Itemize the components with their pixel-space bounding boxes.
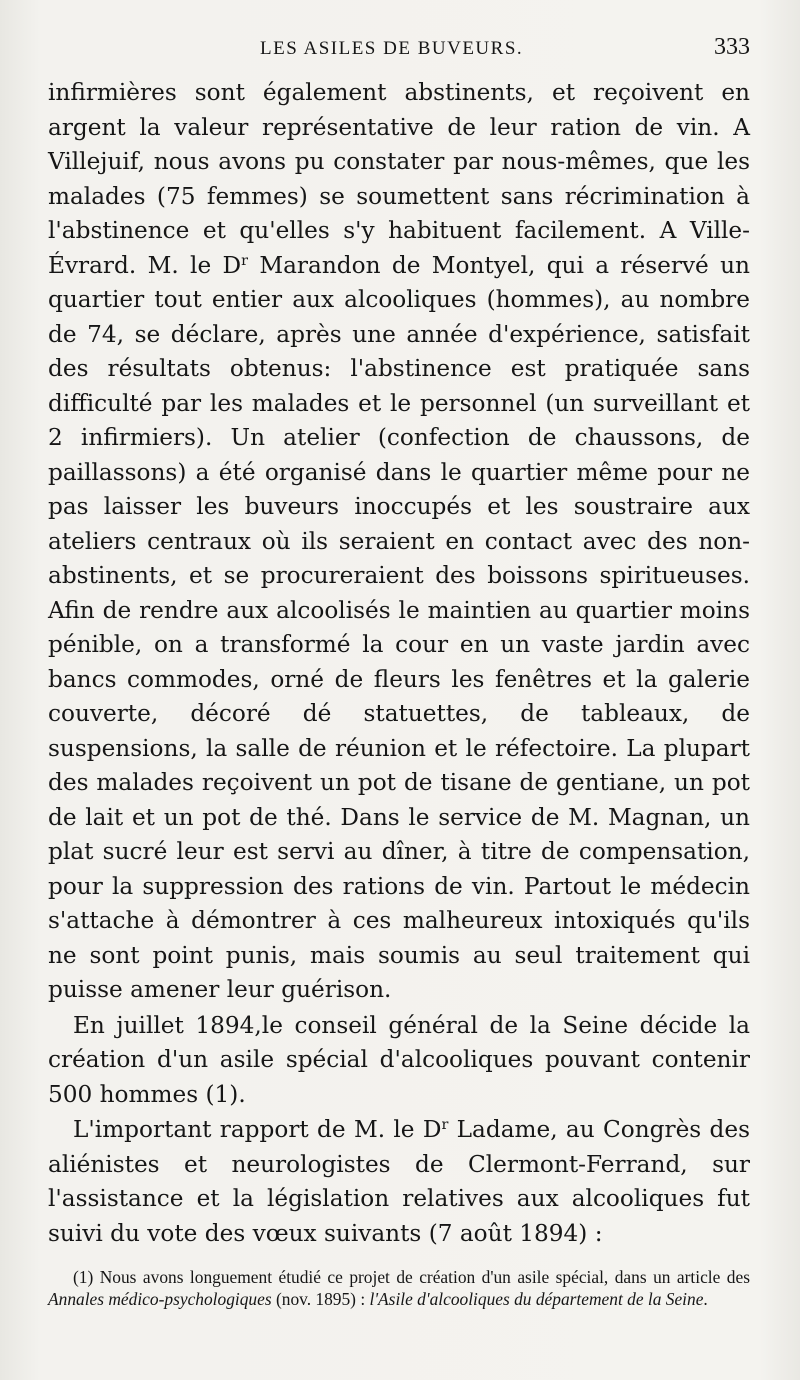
- body-text: [48, 76, 750, 1251]
- running-title: LES ASILES DE BUVEURS.: [260, 38, 524, 59]
- footnote-article-title: l'Asile d'alcooliques du département de la Seine: [369, 1289, 704, 1309]
- paragraph-3-part-a: L'important rapport de M. le D: [73, 1116, 442, 1143]
- doctor-abbrev-sup: r: [241, 252, 249, 269]
- paragraph-3-part-b: Ladame, au Congrès des aliénistes et neurologistes de Clermont-Ferrand, sur l'assistance et la législation relatives aux alcooliques fut suivi du vote des vœux suivants (7 août 1894) :: [48, 1116, 750, 1247]
- page-number: 333: [714, 34, 750, 60]
- paragraph-1: [48, 76, 750, 1008]
- page-header: [48, 34, 750, 66]
- footnote-1-part-b: (nov. 1895) :: [271, 1289, 370, 1309]
- doctor-abbrev-sup: r: [441, 1117, 449, 1134]
- paragraph-1-part-a: infirmières sont également abstinents, et reçoivent en argent la valeur représentative de leur ration de vin. A Villejuif, nous avons pu constater par nous-mêmes, que les malades (75 femmes) se soumettent sans récrimination à l'abstinence et qu'elles s'y habituent facilement. A Ville-Évrard. M. le D: [48, 79, 750, 279]
- footnote-1: [48, 1266, 750, 1310]
- footnote-journal-title: Annales médico-psychologiques: [48, 1289, 272, 1309]
- footnotes: [48, 1266, 750, 1310]
- paragraph-3: [48, 1113, 750, 1251]
- footnote-1-part-a: (1) Nous avons longuement étudié ce projet de création d'un asile spécial, dans un article des: [73, 1267, 750, 1287]
- footnote-1-part-c: .: [703, 1289, 708, 1309]
- paragraph-1-part-b: Marandon de Montyel, qui a réservé un quartier tout entier aux alcooliques (hommes), au nombre de 74, se déclare, après une année d'expérience, satisfait des résultats obtenus: l'abstinence est pratiquée sans difficulté par les malades et le personnel (un surveillant et 2 infirmiers). Un atelier (confection de chaussons, de paillassons) a été organisé dans le quartier même pour ne pas laisser les buveurs inoccupés et les soustraire aux ateliers centraux où ils seraient en contact avec des non-abstinents, et se procureraient des boissons spiritueuses. Afin de rendre aux alcoolisés le maintien au quartier moins pénible, on a transformé la cour en un vaste jardin avec bancs commodes, orné de fleurs les fenêtres et la galerie couverte, décoré dé statuettes, de tableaux, de suspensions, la salle de réunion et le réfectoire. La plupart des malades reçoivent un pot de tisane de gentiane, un pot de lait et un pot de thé. Dans le service de M. Magnan, un plat sucré leur est servi au dîner, à titre de compensation, pour la suppression des rations de vin. Partout le médecin s'attache à démontrer à ces malheureux intoxiqués qu'ils ne sont point punis, mais soumis au seul traitement qui puisse amener leur guérison.: [48, 251, 750, 1003]
- paragraph-2: En juillet 1894,le conseil général de la Seine décide la création d'un asile spécial d'alcooliques pouvant contenir 500 hommes (1).: [48, 1011, 750, 1108]
